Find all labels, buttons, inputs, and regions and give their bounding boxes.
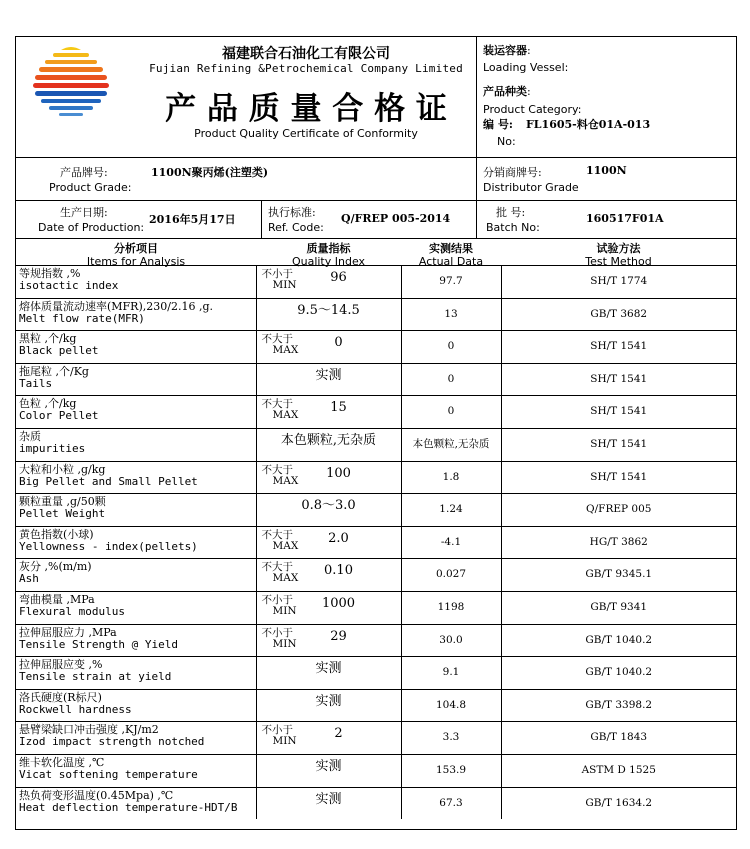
table-row (16, 559, 736, 592)
limit-cell (256, 363, 401, 396)
table-row (16, 331, 736, 364)
limit-value: 100 (326, 465, 351, 481)
batch-value: 160517F01A (586, 212, 664, 225)
item-name-en: Tails (19, 376, 53, 390)
distributor-grade-value: 1100N (586, 164, 627, 177)
actual-cell (401, 266, 501, 299)
table-row (16, 689, 736, 722)
method-cell (501, 331, 736, 364)
certificate-title-en: Product Quality Certificate of Conformity (194, 127, 418, 140)
limit-qualifier: 不大于 MAX (261, 333, 299, 357)
actual-value: 1.8 (442, 470, 460, 483)
actual-value: 153.9 (435, 763, 467, 776)
table-row (16, 266, 736, 299)
actual-cell (401, 461, 501, 494)
item-name-cn: 拉伸屈服应变 ,% (19, 658, 103, 672)
limit-cell (256, 624, 401, 657)
limit-cell (256, 591, 401, 624)
header-result-cn: 实测结果 (429, 242, 473, 255)
limit-value: 96 (330, 270, 347, 285)
method-cell (501, 624, 736, 657)
method-cell (501, 591, 736, 624)
batch-label: 批 号: (496, 206, 526, 219)
table-row (16, 754, 736, 787)
actual-cell (401, 494, 501, 527)
table-row (16, 428, 736, 461)
table-row (16, 787, 736, 819)
limit-value: 实测 (315, 693, 342, 709)
item-name-en: Vicat softening temperature (19, 767, 198, 781)
limit-cell (256, 689, 401, 722)
item-name-cn: 热负荷变形温度(0.45Mpa) ,℃ (19, 788, 174, 802)
actual-cell (401, 722, 501, 755)
actual-cell (401, 428, 501, 461)
loading-vessel-label: 装运容器: (483, 44, 531, 57)
method-cell (501, 689, 736, 722)
limit-qualifier: 不小于 MIN (261, 724, 297, 748)
item-cell (16, 266, 256, 299)
method-cell (501, 787, 736, 819)
actual-value: 67.3 (439, 796, 463, 809)
header-quality-en: Quality Index (291, 255, 366, 268)
method-cell (501, 461, 736, 494)
limit-cell (256, 396, 401, 429)
item-cell (16, 689, 256, 722)
item-name-en: Rockwell hardness (19, 702, 132, 716)
actual-cell (401, 787, 501, 819)
limit-qualifier: 不大于 MAX (261, 528, 299, 552)
method-cell (501, 298, 736, 331)
method-cell (501, 657, 736, 690)
item-name-cn: 灰分 ,%(m/m) (19, 560, 92, 574)
limit-cell (256, 461, 401, 494)
test-method: GB/T 3398.2 (585, 698, 653, 711)
test-method: GB/T 1040.2 (585, 666, 653, 679)
item-name-en: Pellet Weight (19, 507, 106, 521)
item-name-en: impurities (19, 441, 86, 455)
batch-label-en: Batch No: (486, 221, 540, 234)
limit-qualifier: 不大于 MAX (261, 463, 299, 487)
item-name-cn: 颗粒重量 ,g/50颗 (19, 495, 106, 509)
certificate-number-label: 编 号: (483, 118, 513, 131)
product-grade-value: 1100N聚丙烯(注塑类) (151, 166, 269, 179)
item-name-en: Black pellet (19, 344, 99, 358)
method-cell (501, 428, 736, 461)
limit-value: 1000 (321, 595, 356, 611)
limit-cell (256, 298, 401, 331)
actual-cell (401, 363, 501, 396)
limit-cell (256, 428, 401, 461)
actual-cell (401, 754, 501, 787)
limit-qualifier: 不小于 MIN (261, 268, 297, 291)
header-result-en: Actual Data (418, 255, 484, 268)
actual-value: 0.027 (435, 568, 467, 581)
actual-value: 1198 (437, 600, 465, 613)
method-cell (501, 363, 736, 396)
header-quality-cn: 质量指标 (306, 242, 351, 255)
ref-code-label: 执行标准: (268, 206, 316, 219)
limit-value: 0 (334, 335, 343, 351)
test-method: GB/T 1843 (590, 731, 648, 744)
item-name-en: Heat deflection temperature-HDT/B (19, 800, 238, 814)
table-row (16, 396, 736, 429)
item-name-cn: 拉伸屈服应力 ,MPa (19, 625, 117, 639)
distributor-grade-label-en: Distributor Grade (483, 181, 579, 194)
item-cell (16, 428, 256, 461)
table-row (16, 722, 736, 755)
actual-value: 0 (447, 405, 455, 418)
test-method: GB/T 1040.2 (585, 633, 653, 646)
production-date-label: 生产日期: (60, 206, 108, 219)
limit-value: 0.8～3.0 (301, 498, 356, 514)
item-cell (16, 559, 256, 592)
test-method: SH/T 1541 (590, 372, 648, 385)
item-name-cn: 拖尾粒 ,个/Kg (19, 364, 89, 378)
actual-value: 13 (444, 307, 458, 320)
method-cell (501, 526, 736, 559)
analysis-table (16, 265, 736, 819)
test-method: ASTM D 1525 (581, 763, 656, 776)
product-grade-label: 产品牌号: (60, 166, 108, 179)
limit-value: 2.0 (328, 530, 349, 546)
item-cell (16, 624, 256, 657)
item-name-cn: 弯曲模量 ,MPa (19, 592, 95, 606)
item-cell (16, 591, 256, 624)
table-row (16, 363, 736, 396)
limit-value: 实测 (315, 758, 342, 774)
table-row (16, 494, 736, 527)
test-method: SH/T 1774 (590, 275, 648, 287)
table-row (16, 591, 736, 624)
limit-cell (256, 331, 401, 364)
item-cell (16, 722, 256, 755)
method-cell (501, 754, 736, 787)
actual-value: 本色颗粒,无杂质 (412, 437, 490, 450)
test-method: GB/T 9341 (590, 600, 648, 613)
test-method: Q/FREP 005 (586, 503, 652, 516)
limit-value: 9.5～14.5 (297, 302, 360, 318)
limit-cell (256, 266, 401, 299)
loading-vessel-label-en: Loading Vessel: (483, 61, 569, 74)
limit-qualifier: 不大于 MAX (261, 398, 299, 422)
actual-value: 0 (447, 340, 455, 353)
method-cell (501, 559, 736, 592)
actual-cell (401, 331, 501, 364)
table-row (16, 298, 736, 331)
limit-qualifier: 不小于 MIN (261, 626, 297, 650)
method-cell (501, 266, 736, 299)
limit-cell (256, 754, 401, 787)
limit-value: 29 (330, 628, 347, 644)
actual-value: 97.7 (439, 275, 463, 287)
item-cell (16, 754, 256, 787)
test-method: GB/T 1634.2 (585, 796, 653, 809)
limit-cell (256, 657, 401, 690)
actual-value: -4.1 (440, 535, 462, 548)
item-name-en: Color Pellet (19, 409, 99, 423)
test-method: SH/T 1541 (590, 405, 648, 418)
actual-value: 30.0 (439, 633, 463, 646)
limit-cell (256, 559, 401, 592)
ref-code-label-en: Ref. Code: (268, 221, 324, 234)
item-name-en: Melt flow rate(MFR) (19, 311, 145, 325)
item-name-cn: 悬臂梁缺口冲击强度 ,KJ/m2 (19, 723, 159, 737)
item-name-en: Tensile strain at yield (19, 670, 172, 684)
item-name-cn: 等规指数 ,% (19, 267, 81, 280)
test-method: GB/T 9345.1 (585, 568, 653, 581)
certificate-number-label-en: No: (497, 135, 516, 148)
item-cell (16, 396, 256, 429)
certificate-number-value: FL1605-料仓01A-013 (526, 118, 651, 131)
product-category-label: 产品种类: (483, 85, 531, 98)
table-row (16, 657, 736, 690)
item-name-cn: 黄色指数(小球) (19, 527, 94, 541)
actual-cell (401, 624, 501, 657)
table-row (16, 461, 736, 494)
product-grade-label-en: Product Grade: (49, 181, 132, 194)
test-method: GB/T 3682 (590, 307, 648, 320)
test-method: SH/T 1541 (590, 470, 648, 483)
limit-value: 实测 (315, 791, 342, 807)
actual-cell (401, 689, 501, 722)
actual-cell (401, 559, 501, 592)
item-name-cn: 维卡软化温度 ,℃ (19, 755, 105, 769)
header-item-en: Items for Analysis (86, 255, 186, 268)
test-method: SH/T 1541 (590, 437, 648, 450)
item-name-cn: 大粒和小粒 ,g/kg (19, 462, 106, 476)
actual-cell (401, 298, 501, 331)
item-name-en: Izod impact strength notched (19, 735, 205, 749)
item-name-cn: 熔体质量流动速率(MFR),230/2.16 ,g. (19, 299, 213, 313)
table-row (16, 624, 736, 657)
item-name-en: Ash (19, 572, 39, 586)
table-row (16, 526, 736, 559)
product-category-label-en: Product Category: (483, 103, 582, 116)
actual-value: 1.24 (439, 503, 463, 516)
limit-qualifier: 不大于 MAX (261, 561, 299, 585)
limit-value: 实测 (315, 661, 342, 677)
limit-value: 15 (330, 400, 347, 416)
item-cell (16, 494, 256, 527)
company-logo (31, 45, 111, 123)
method-cell (501, 494, 736, 527)
certificate-sheet (15, 36, 737, 830)
item-cell (16, 298, 256, 331)
item-cell (16, 787, 256, 819)
actual-cell (401, 396, 501, 429)
test-method: HG/T 3862 (589, 535, 648, 548)
production-date-value: 2016年5月17日 (149, 213, 236, 226)
item-name-en: isotactic index (19, 279, 119, 292)
actual-cell (401, 526, 501, 559)
actual-cell (401, 657, 501, 690)
test-method: SH/T 1541 (590, 340, 648, 353)
limit-qualifier: 不小于 MIN (261, 593, 297, 617)
limit-cell (256, 494, 401, 527)
item-name-cn: 色粒 ,个/kg (19, 397, 77, 411)
actual-value: 0 (447, 372, 455, 385)
item-name-en: Tensile Strength @ Yield (19, 637, 178, 651)
certificate-title-cn: 产 品 质 量 合 格 证 (165, 91, 447, 127)
actual-value: 9.1 (442, 666, 460, 679)
limit-cell (256, 526, 401, 559)
actual-value: 3.3 (442, 731, 460, 744)
item-name-cn: 杂质 (19, 429, 41, 443)
ref-code-value: Q/FREP 005-2014 (341, 212, 451, 225)
item-cell (16, 461, 256, 494)
limit-cell (256, 787, 401, 819)
item-cell (16, 657, 256, 690)
method-cell (501, 396, 736, 429)
distributor-grade-label: 分销商牌号: (483, 166, 542, 179)
item-name-cn: 洛氏硬度(R标尺) (19, 690, 102, 704)
limit-value: 本色颗粒,无杂质 (280, 432, 377, 448)
limit-value: 2 (334, 726, 343, 742)
header-item-cn: 分析项目 (114, 242, 158, 255)
limit-cell (256, 722, 401, 755)
actual-value: 104.8 (435, 698, 467, 711)
method-cell (501, 722, 736, 755)
limit-value: 0.10 (324, 563, 353, 579)
header-method-cn: 试验方法 (596, 242, 641, 255)
item-cell (16, 331, 256, 364)
limit-value: 实测 (315, 367, 342, 383)
production-date-label-en: Date of Production: (38, 221, 145, 234)
company-name-cn: 福建联合石油化工有限公司 (222, 46, 390, 62)
header-method-en: Test Method (585, 255, 652, 268)
item-name-cn: 黑粒 ,个/kg (19, 332, 77, 346)
actual-cell (401, 591, 501, 624)
item-name-en: Flexural modulus (19, 604, 125, 618)
company-name-en: Fujian Refining &Petrochemical Company Limited (149, 62, 463, 75)
item-name-en: Big Pellet and Small Pellet (19, 474, 198, 488)
item-name-en: Yellowness - index(pellets) (19, 539, 198, 553)
item-cell (16, 363, 256, 396)
item-cell (16, 526, 256, 559)
